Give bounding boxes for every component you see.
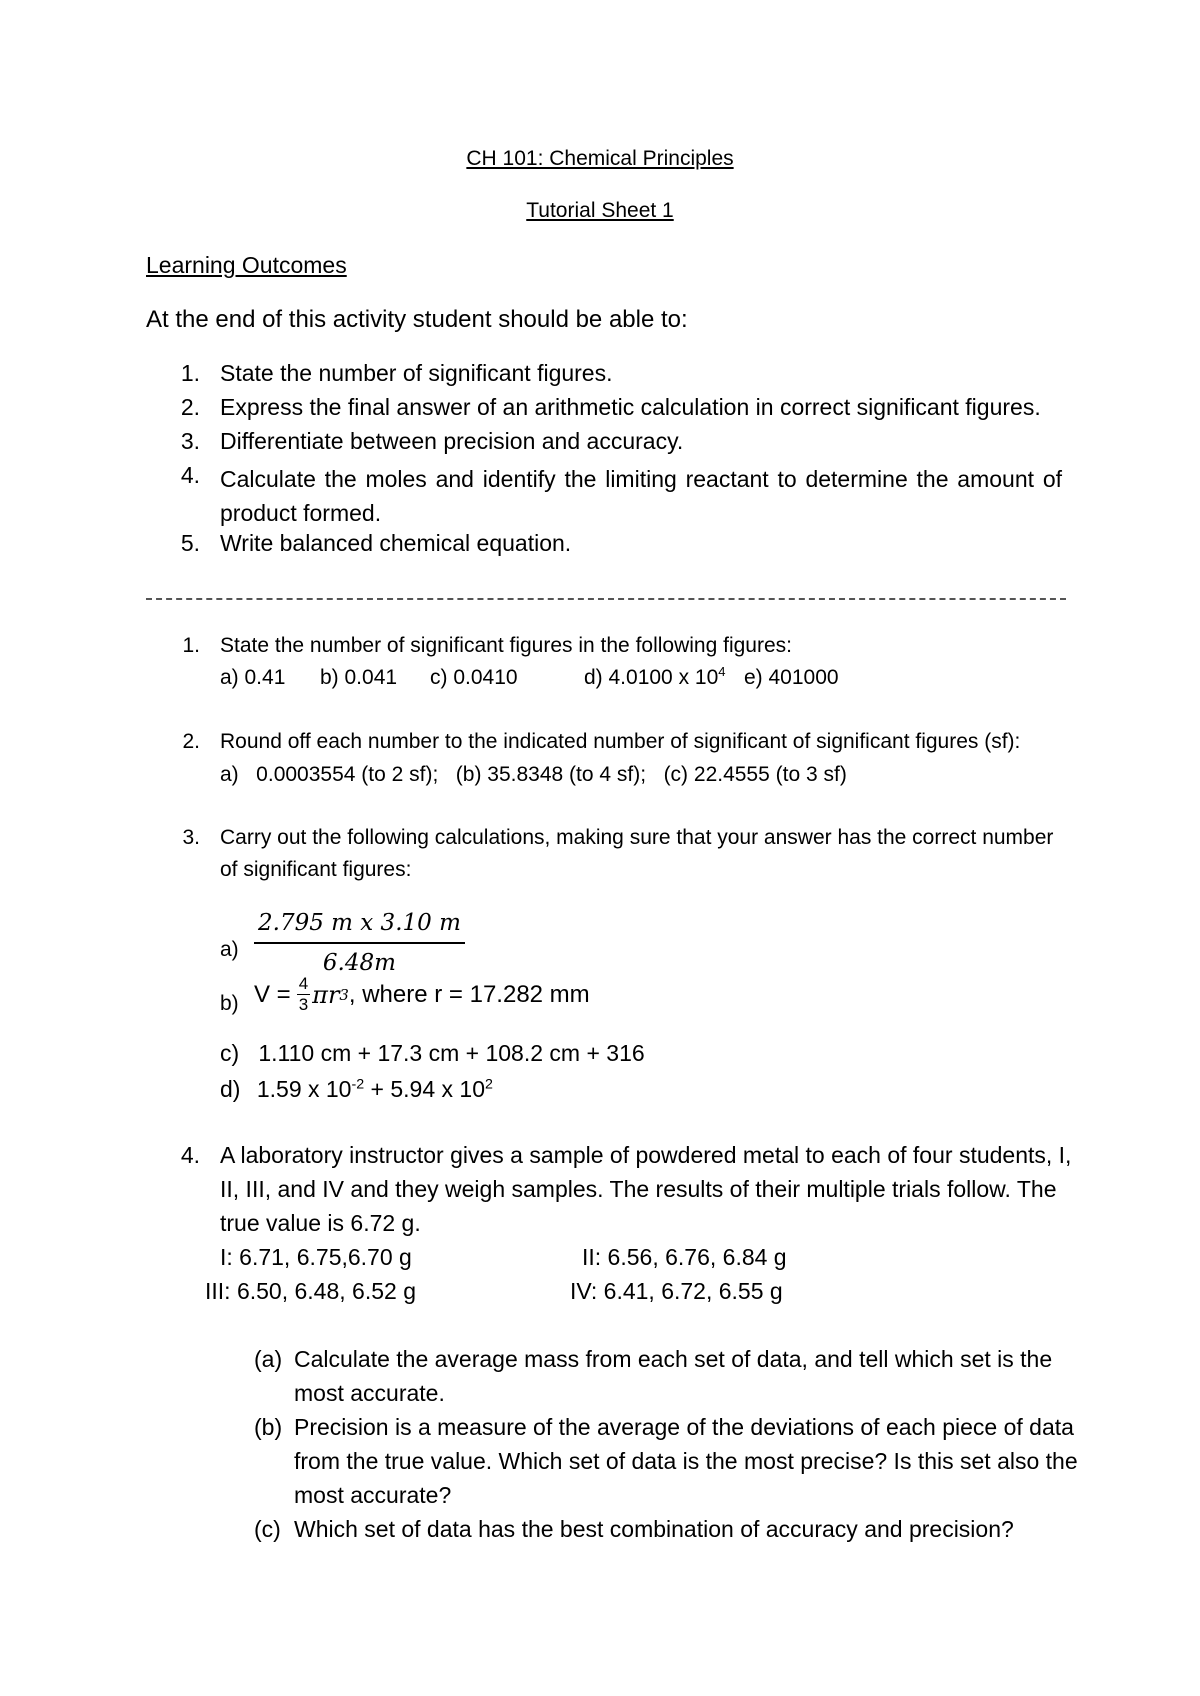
q4a-line2: most accurate.: [294, 1380, 445, 1406]
q4b-line3: most accurate?: [294, 1482, 452, 1508]
outcome-number: 4.: [180, 462, 200, 488]
q3d-expression: [220, 1076, 493, 1103]
q4-text-line1: A laboratory instructor gives a sample of powdered metal to each of four students, I,: [220, 1142, 1072, 1168]
q1-number: 1.: [182, 634, 200, 657]
q1-option-a: a) 0.41: [220, 666, 286, 689]
outcome-text: Differentiate between precision and accuracy.: [220, 428, 684, 454]
q3b-lhs: V =: [254, 980, 291, 1008]
learning-outcomes-heading: Learning Outcomes: [146, 252, 347, 278]
course-title: CH 101: Chemical Principles: [466, 147, 734, 170]
q1-option-b: b) 0.041: [320, 666, 398, 689]
sheet-title: Tutorial Sheet 1: [526, 199, 674, 222]
q4c-line1: Which set of data has the best combination of accuracy and precision?: [294, 1516, 1014, 1542]
q3d-exp2: 2: [485, 1076, 493, 1093]
outcome-text: Express the final answer of an arithmetic calculation in correct significant figures.: [220, 394, 1041, 420]
q2-text: Round off each number to the indicated number of significant of significant figures (sf):: [220, 730, 1021, 753]
outcome-number: 2.: [180, 394, 200, 420]
q3d-part1: 1.59 x 10: [256, 1076, 352, 1102]
q1-option-d-exponent: 4: [718, 664, 726, 679]
q3b-rest: , where r = 17.282 mm: [348, 980, 590, 1008]
dashed-divider: [146, 598, 1066, 600]
q3-number: 3.: [182, 826, 200, 849]
learning-intro: At the end of this activity student should be able to:: [146, 306, 688, 333]
q4-result-I: I: 6.71, 6.75,6.70 g: [220, 1244, 412, 1270]
q3b-fraction: [297, 974, 310, 1015]
q3d-part2: + 5.94 x 10: [364, 1076, 485, 1102]
q3a-numerator: 2.795 m x 3.10 m: [254, 910, 465, 944]
q4-result-II: II: 6.56, 6.76, 6.84 g: [582, 1244, 787, 1270]
q1-option-c: c) 0.0410: [430, 666, 518, 689]
q3d-label: d): [220, 1076, 241, 1102]
q3b-frac-num: 4: [298, 974, 309, 993]
q4-text-line2: II, III, and IV and they weigh samples. The results of their multiple trials follow. The: [220, 1176, 1057, 1202]
q1-option-d-base: d) 4.0100 x 10: [584, 666, 719, 689]
outcome-number: 3.: [180, 428, 200, 454]
q4b-label: (b): [254, 1414, 283, 1440]
q4c-label: (c): [254, 1516, 281, 1542]
q1-option-d: [584, 666, 726, 690]
outcome-number: 5.: [180, 530, 200, 556]
q2-items: a) 0.0003554 (to 2 sf); (b) 35.8348 (to 4 sf); (c) 22.4555 (to 3 sf): [220, 763, 847, 786]
q3a-fraction: [254, 910, 465, 976]
q4-text-line3: true value is 6.72 g.: [220, 1210, 421, 1236]
outcome-text: Calculate the moles and identify the limiting reactant to determine the amount of product formed.: [220, 466, 1062, 526]
q3a-label: a): [220, 938, 239, 961]
q4-result-III: III: 6.50, 6.48, 6.52 g: [205, 1278, 416, 1304]
q3c-expression: c) 1.110 cm + 17.3 cm + 108.2 cm + 316: [220, 1040, 645, 1066]
q3d-exp1: -2: [351, 1076, 365, 1093]
q1-option-e: e) 401000: [744, 666, 839, 689]
q3-text-line1: Carry out the following calculations, making sure that your answer has the correct number: [220, 826, 1054, 849]
q2-number: 2.: [182, 730, 200, 753]
q4a-line1: Calculate the average mass from each set of data, and tell which set is the: [294, 1346, 1053, 1372]
q4b-line1: Precision is a measure of the average of the deviations of each piece of data: [294, 1414, 1074, 1440]
outcome-number: 1.: [180, 360, 200, 386]
q1-text: State the number of significant figures in the following figures:: [220, 634, 792, 657]
outcome-text: Write balanced chemical equation.: [220, 530, 572, 556]
outcome-text: State the number of significant figures.: [220, 360, 613, 386]
q4-result-IV: IV: 6.41, 6.72, 6.55 g: [570, 1278, 783, 1304]
q3-text-line2: of significant figures:: [220, 858, 412, 881]
q3b-frac-den: 3: [298, 995, 309, 1014]
q4a-label: (a): [254, 1346, 283, 1372]
q4b-line2: from the true value. Which set of data is the most precise? Is this set also the: [294, 1448, 1078, 1474]
q3b-label: b): [220, 992, 239, 1015]
q3b-pi-r: πr: [312, 980, 340, 1009]
q3b-formula: V = $\frac{4}{3}$ πr 3 , where r = 17.282 mm: [254, 974, 590, 1014]
q4-number: 4.: [180, 1142, 200, 1168]
q3a-denominator: 6.48m: [322, 950, 396, 976]
